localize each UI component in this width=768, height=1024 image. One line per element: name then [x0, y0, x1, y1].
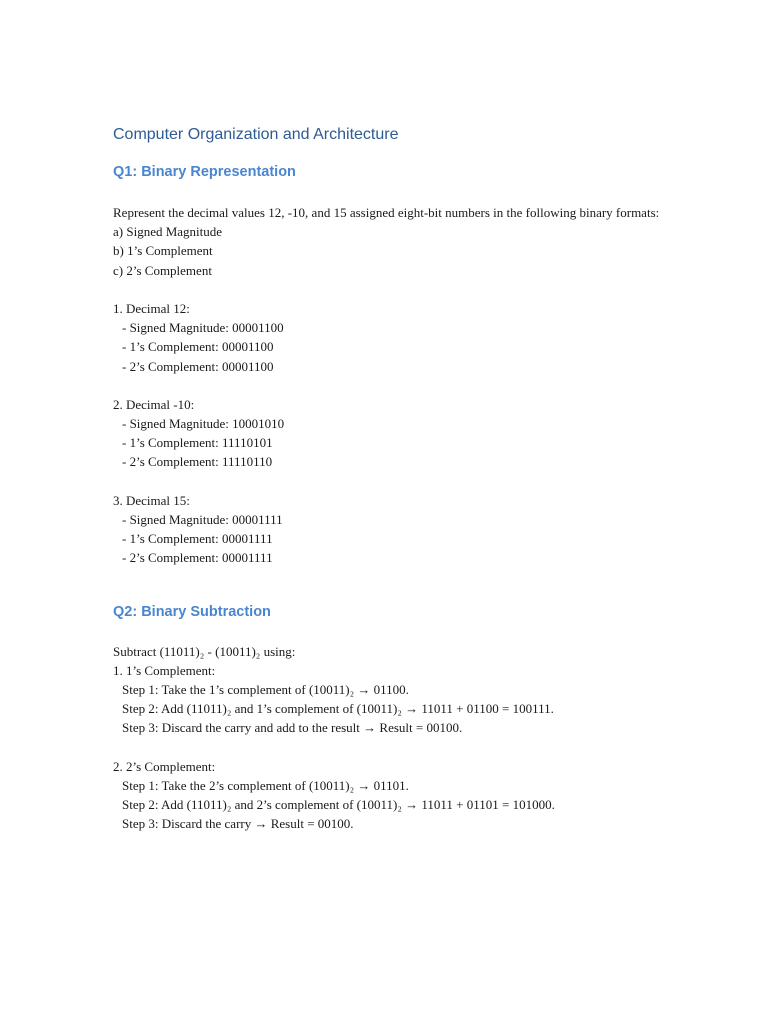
q1-heading: Q1: Binary Representation: [113, 164, 296, 180]
q1-intro: Represent the decimal values 12, -10, and 15 assigned eight-bit numbers in the following binary formats:: [113, 205, 660, 220]
q2-step: Step 2: Add (11011)₂ and 2’s complement of (10011)₂ → 11011 + 01101 = 101000.: [122, 797, 555, 813]
q2-step: Step 3: Discard the carry → Result = 00100.: [122, 816, 354, 832]
q1-item-title: 2. Decimal -10:: [113, 396, 195, 412]
q1-item-title: 1. Decimal 12:: [113, 300, 190, 316]
q2-step: Step 1: Take the 2’s complement of (10011)₂ → 01101.: [122, 777, 409, 793]
q2-method-title: 2. 2’s Complement:: [113, 758, 216, 774]
q1-body: [113, 203, 673, 568]
q1-item-line: - 2’s Complement: 00001100: [122, 358, 274, 374]
q1-item-line: - 1’s Complement: 00001111: [122, 531, 273, 547]
q1-item-line: - 2’s Complement: 11110110: [122, 454, 273, 470]
q1-item-line: - Signed Magnitude: 00001111: [122, 512, 283, 528]
q2-body: [113, 642, 673, 834]
q1-option-a: a) Signed Magnitude: [113, 224, 223, 240]
q2-step: Step 3: Discard the carry and add to the result → Result = 00100.: [122, 720, 463, 736]
q2-method-title: 1. 1’s Complement:: [113, 662, 216, 678]
q1-item-line: - 1’s Complement: 00001100: [122, 339, 274, 355]
q1-item-line: - Signed Magnitude: 10001010: [122, 416, 285, 432]
document-title: Computer Organization and Architecture: [113, 126, 399, 143]
q1-item-line: - Signed Magnitude: 00001100: [122, 320, 284, 336]
q1-option-b: b) 1’s Complement: [113, 243, 213, 259]
q1-item-line: - 2’s Complement: 00001111: [122, 550, 273, 566]
q2-step: Step 2: Add (11011)₂ and 1’s complement of (10011)₂ → 11011 + 01100 = 100111.: [122, 701, 554, 717]
q1-item-title: 3. Decimal 15:: [113, 492, 190, 508]
q1-item-line: - 1’s Complement: 11110101: [122, 435, 273, 451]
q2-heading: Q2: Binary Subtraction: [113, 603, 271, 620]
q1-option-c: c) 2’s Complement: [113, 262, 212, 278]
document-page: [113, 124, 673, 833]
q2-intro: Subtract (11011)₂ - (10011)₂ using:: [113, 643, 296, 659]
q2-step: Step 1: Take the 1’s complement of (10011)₂ → 01100.: [122, 681, 409, 697]
